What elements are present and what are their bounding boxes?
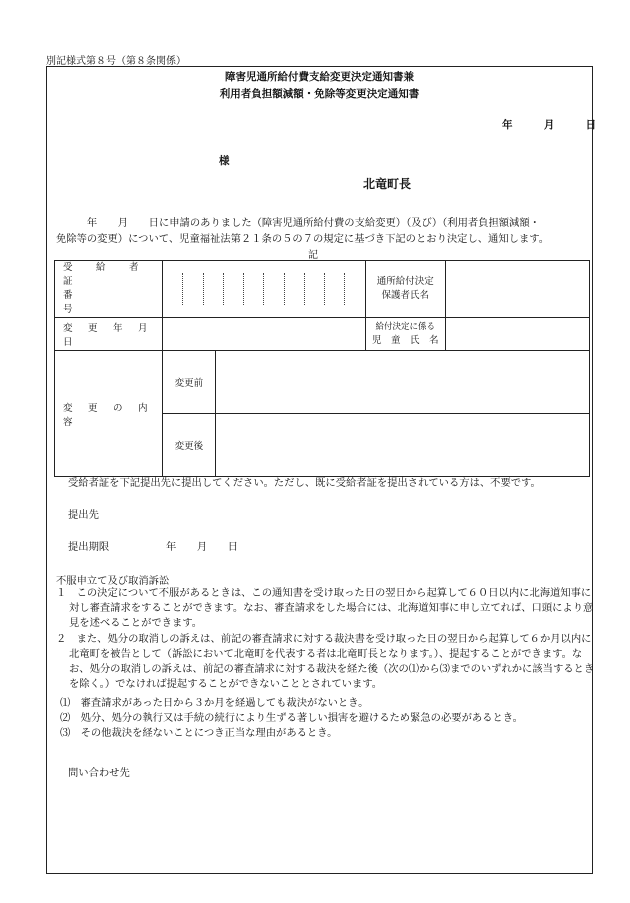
issuer: 北竜町長 xyxy=(363,177,412,191)
appeal-heading: 不服申立て及び取消訴訟 xyxy=(56,575,170,587)
change-date-field[interactable] xyxy=(163,318,366,351)
recipient-no-field[interactable] xyxy=(163,261,366,318)
child-name-field[interactable] xyxy=(445,318,589,351)
before-field[interactable] xyxy=(215,351,589,414)
title-line-2: 利用者負担額減額・免除等変更決定通知書 xyxy=(219,88,420,100)
after-field[interactable] xyxy=(215,414,589,477)
before-label: 変更前 xyxy=(163,351,216,414)
exception-item-1: ⑴ 審査請求があった日から３か月を経過しても裁決がないとき。 xyxy=(60,697,369,709)
addressee-suffix: 様 xyxy=(219,155,230,167)
ki-mark: 記 xyxy=(308,250,318,261)
exception-item-2: ⑵ 処分、処分の執行又は手続の続行により生ずる著しい損害を避けるため緊急の必要があるとき。 xyxy=(60,712,523,724)
form-id: 別記様式第８号（第８条関係） xyxy=(46,56,186,67)
deadline-date: 年 月 日 xyxy=(166,541,239,553)
issue-year: 年 xyxy=(502,119,513,131)
deadline-label: 提出期限 xyxy=(68,541,110,553)
change-date-label: 変 更 年 月 日 xyxy=(55,318,163,351)
change-table xyxy=(54,260,590,477)
appeal-item-1: １ この決定について不服があるときは、この通知書を受け取った日の翌日から起算して６０日以内に北海道知事に対し審査請求をすることができます。なお、審査請求をした場合には、北海道知事に申し立てれば、口頭により意見を述べることができます。 xyxy=(56,587,594,629)
change-content-label: 変 更 の 内 容 xyxy=(55,351,163,477)
issue-month: 月 xyxy=(543,119,555,131)
body-text-line-1: 年 月 日に申請のありました（障害児通所給付費の支給変更）（及び）（利用者負担額減額・ xyxy=(56,217,540,229)
exception-list xyxy=(60,696,590,741)
child-name-label: 給付決定に係る 児 童 氏 名 xyxy=(365,318,445,351)
title-line-1: 障害児通所給付費支給変更決定通知書兼 xyxy=(225,71,414,83)
guardian-name-field[interactable] xyxy=(445,261,589,318)
after-label: 変更後 xyxy=(163,414,216,477)
recipient-row xyxy=(55,261,590,318)
guardian-name-label: 通所給付決定 保護者氏名 xyxy=(365,261,445,318)
change-before-row xyxy=(55,351,590,414)
submission-note: 受給者証を下記提出先に提出してください。ただし、既に受給者証を提出されている方は、不要です。 xyxy=(68,477,541,489)
recipient-no-label: 受 給 者 証 番 号 xyxy=(55,261,163,318)
issue-date xyxy=(502,117,596,132)
change-date-row xyxy=(55,318,590,351)
submit-to-label: 提出先 xyxy=(68,509,99,521)
issue-day: 日 xyxy=(585,119,597,131)
exception-item-3: ⑶ その他裁決を経ないことにつき正当な理由があるとき。 xyxy=(60,727,338,739)
inquiry-label: 問い合わせ先 xyxy=(68,767,130,779)
appeal-item-2: ２ また、処分の取消しの訴えは、前記の審査請求に対する裁決書を受け取った日の翌日から起算して６か月以内に北竜町を被告として（訴訟において北竜町を代表する者は北竜町長となります。）、提起することができます。なお、処分の取消しの訴えは、前記の審査請求に対する裁決を経た後（次の⑴から⑶までのいずれかに該当するときを除く。）でなければ提起することができないこととされています。 xyxy=(56,633,595,690)
body-text-line-2: 免除等の変更）について、児童福祉法第２１条の５の７の規定に基づき下記のとおり決定し、通知します。 xyxy=(56,233,550,245)
